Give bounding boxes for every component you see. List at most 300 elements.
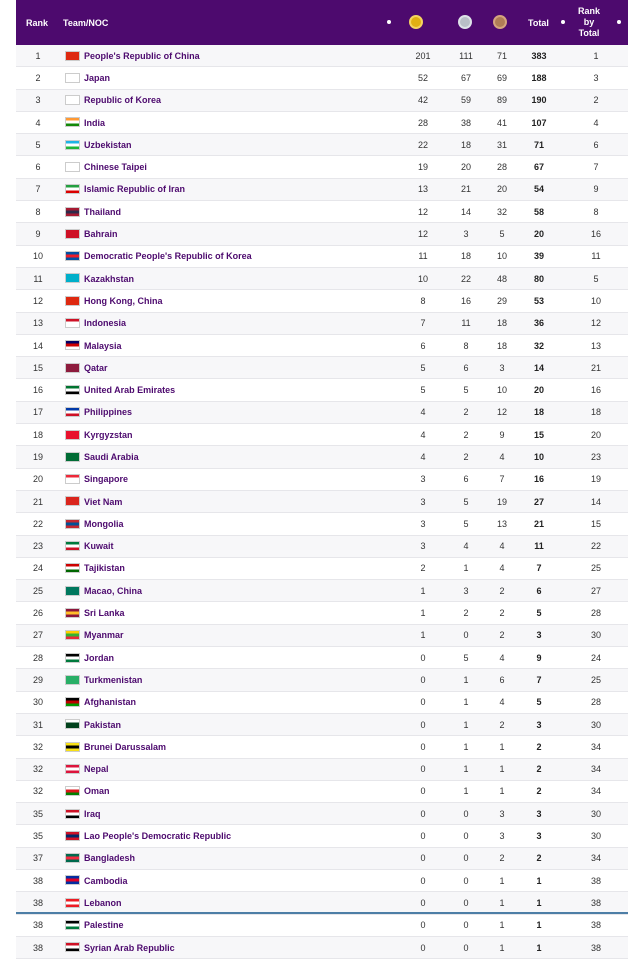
flag-icon [65,742,80,752]
flag-icon [65,653,80,663]
bronze-count: 29 [496,295,507,306]
table-row[interactable] [16,90,628,112]
table-row[interactable] [16,156,628,178]
total-count: 190 [531,95,547,106]
silver-medal-icon[interactable] [458,15,472,29]
table-row[interactable] [16,714,628,736]
silver-count: 3 [463,229,469,240]
flag-icon [65,853,80,863]
team-link[interactable]: Macao, China [84,585,143,596]
table-row[interactable] [16,424,628,446]
gold-count: 4 [420,407,426,418]
silver-count: 1 [463,674,469,685]
bronze-count: 2 [499,630,505,641]
rank-by-total-cell: 18 [590,407,601,418]
silver-count: 3 [463,585,469,596]
rank-by-total-cell: 30 [590,630,601,641]
team-link[interactable]: Kyrgyzstan [84,429,133,440]
team-link[interactable]: Kazakhstan [84,273,135,284]
team-link[interactable]: Chinese Taipei [84,162,147,173]
gold-count: 0 [420,808,426,819]
rank-cell: 4 [35,117,41,128]
gold-count: 0 [420,741,426,752]
team-link[interactable]: Kuwait [84,541,114,552]
silver-count: 5 [463,496,469,507]
rank-by-total-cell: 4 [593,117,599,128]
bronze-count: 10 [496,251,507,262]
flag-icon [65,608,80,618]
rank-by-total-cell: 5 [593,273,599,284]
rank-by-total-cell: 30 [590,831,601,842]
bronze-count: 89 [496,95,507,106]
table-row[interactable] [16,67,628,89]
rank-by-total-cell: 12 [590,318,601,329]
team-link[interactable]: Myanmar [84,630,124,641]
total-count: 16 [533,474,544,485]
gold-medal-icon[interactable] [409,15,423,29]
total-count: 188 [531,72,547,83]
gold-count: 8 [420,295,426,306]
total-count: 18 [533,407,544,418]
rank-by-total-cell: 19 [590,474,601,485]
rank-by-total-cell: 15 [590,518,601,529]
total-count: 1 [536,875,542,886]
rank-cell: 22 [32,518,43,529]
silver-count: 6 [463,362,469,373]
total-count: 6 [536,585,542,596]
rank-cell: 23 [32,541,43,552]
team-link[interactable]: Nepal [84,764,109,775]
silver-count: 4 [463,541,469,552]
total-count: 2 [536,786,542,797]
table-row[interactable] [16,870,628,892]
header-rank-by-total[interactable] [574,0,604,45]
silver-count: 11 [461,318,471,329]
table-row[interactable] [16,313,628,335]
rank-by-total-cell: 30 [590,808,601,819]
gold-count: 1 [420,630,426,641]
table-row[interactable] [16,201,628,223]
gold-count: 0 [420,697,426,708]
flag-icon [65,809,80,819]
rank-cell: 32 [32,741,43,752]
total-count: 27 [533,496,544,507]
total-count: 67 [533,162,544,173]
team-link[interactable]: Oman [84,786,110,797]
team-link[interactable]: Islamic Republic of Iran [84,184,186,195]
rank-cell: 32 [32,786,43,797]
bronze-count: 18 [496,318,507,329]
gold-count: 0 [420,674,426,685]
total-count: 5 [536,697,542,708]
table-row[interactable] [16,290,628,312]
silver-count: 1 [463,563,469,574]
gold-count: 3 [420,474,426,485]
sort-dot-icon[interactable] [387,20,391,24]
table-row[interactable] [16,246,628,268]
total-count: 54 [533,184,544,195]
gold-count: 6 [420,340,426,351]
flag-icon [65,51,80,61]
gold-count: 0 [420,786,426,797]
rank-cell: 38 [32,920,43,931]
team-link[interactable]: Palestine [84,920,124,931]
team-link[interactable]: Philippines [84,407,133,418]
total-count: 7 [536,563,542,574]
rank-cell: 38 [32,897,43,908]
sort-dot-icon[interactable] [561,20,565,24]
bronze-count: 1 [499,920,505,931]
team-link[interactable]: Japan [84,72,111,83]
rank-cell: 2 [35,72,41,83]
header-total[interactable]: Total [528,17,549,28]
header-team[interactable]: Team/NOC [63,17,109,28]
rank-cell: 15 [32,362,43,373]
flag-icon [65,140,80,150]
table-row[interactable] [16,357,628,379]
total-count: 1 [536,920,542,931]
gold-count: 0 [420,764,426,775]
rank-cell: 31 [32,719,43,730]
team-link[interactable]: Jordan [84,652,115,663]
bronze-count: 13 [496,518,507,529]
team-link[interactable]: Iraq [84,808,101,819]
table-row[interactable] [16,580,628,602]
silver-count: 2 [463,407,469,418]
gold-count: 12 [417,206,428,217]
gold-count: 0 [420,853,426,864]
gold-count: 19 [417,162,428,173]
rank-cell: 7 [35,184,41,195]
flag-icon [65,630,80,640]
team-link[interactable]: Hong Kong, China [84,295,163,306]
flag-icon [65,162,80,172]
gold-count: 42 [417,95,428,106]
rank-by-total-cell: 25 [590,563,601,574]
table-body [16,45,628,959]
rank-cell: 17 [32,407,43,418]
header-rank-by-total-line: Rank [577,6,600,16]
rank-cell: 30 [32,697,43,708]
flag-icon [65,184,80,194]
rank-cell: 3 [35,95,41,106]
silver-count: 0 [463,630,469,641]
bronze-count: 2 [499,585,505,596]
flag-icon [65,452,80,462]
total-count: 20 [533,385,544,396]
gold-count: 4 [420,451,426,462]
team-link[interactable]: Uzbekistan [84,139,132,150]
bronze-count: 19 [496,496,507,507]
bronze-count: 4 [499,563,505,574]
team-link[interactable]: Saudi Arabia [84,451,139,462]
table-row[interactable] [16,402,628,424]
bronze-count: 18 [496,340,507,351]
table-row[interactable] [16,781,628,803]
silver-count: 0 [463,920,469,931]
flag-icon [65,541,80,551]
total-count: 11 [534,541,544,552]
silver-count: 0 [463,875,469,886]
bronze-count: 41 [496,117,507,128]
rank-by-total-cell: 34 [590,764,601,775]
team-link[interactable]: Afghanistan [84,697,137,708]
team-link[interactable]: Indonesia [84,318,127,329]
bronze-medal-icon[interactable] [493,15,507,29]
bronze-count: 3 [499,831,505,842]
gold-count: 5 [420,385,426,396]
rank-by-total-cell: 9 [593,184,599,195]
rank-cell: 14 [32,340,43,351]
flag-icon [65,586,80,596]
team-link[interactable]: Syrian Arab Republic [84,942,175,953]
rank-by-total-cell: 14 [590,496,601,507]
silver-count: 2 [463,608,469,619]
team-link[interactable]: Tajikistan [84,563,125,574]
silver-count: 67 [460,72,471,83]
table-row[interactable] [16,513,628,535]
total-count: 80 [533,273,544,284]
silver-count: 59 [460,95,471,106]
team-link[interactable]: Cambodia [84,875,128,886]
bronze-count: 1 [499,741,505,752]
silver-count: 0 [463,808,469,819]
rank-cell: 19 [32,451,43,462]
rank-cell: 35 [32,808,43,819]
table-row[interactable] [16,915,628,937]
bronze-count: 4 [499,697,505,708]
table-row[interactable] [16,669,628,691]
table-row[interactable] [16,45,628,67]
total-count: 2 [536,853,542,864]
team-link[interactable]: Brunei Darussalam [84,741,167,752]
silver-count: 1 [463,764,469,775]
flag-icon [65,340,80,350]
gold-count: 22 [417,139,428,150]
table-row[interactable] [16,825,628,847]
bronze-count: 10 [496,385,507,396]
rank-cell: 9 [35,229,41,240]
flag-icon [65,229,80,239]
flag-icon [65,898,80,908]
flag-icon [65,942,80,952]
gold-count: 52 [417,72,428,83]
bronze-count: 20 [496,184,507,195]
rank-cell: 38 [32,942,43,953]
team-link[interactable]: Democratic People's Republic of Korea [84,251,252,262]
rank-cell: 11 [33,273,43,284]
total-count: 383 [531,50,547,61]
flag-icon [65,563,80,573]
table-row[interactable] [16,268,628,290]
medal-table [16,0,628,959]
team-link[interactable]: Viet Nam [84,496,123,507]
rank-by-total-cell: 2 [593,95,599,106]
total-count: 71 [533,139,544,150]
table-row[interactable] [16,112,628,134]
gold-count: 0 [420,920,426,931]
team-link[interactable]: Pakistan [84,719,122,730]
flag-icon [65,296,80,306]
rank-cell: 28 [32,652,43,663]
total-count: 36 [533,318,544,329]
rank-cell: 24 [32,563,43,574]
rank-by-total-cell: 34 [590,741,601,752]
table-row[interactable] [16,803,628,825]
silver-count: 111 [459,50,473,61]
silver-count: 5 [463,518,469,529]
team-link[interactable]: United Arab Emirates [84,385,176,396]
silver-count: 20 [460,162,471,173]
bronze-count: 31 [496,139,507,150]
team-link[interactable]: Lao People's Democratic Republic [84,831,232,842]
bronze-count: 1 [499,875,505,886]
rank-by-total-cell: 16 [590,229,601,240]
table-row[interactable] [16,179,628,201]
header-rank[interactable]: Rank [26,17,49,28]
gold-count: 1 [420,585,426,596]
flag-icon [65,207,80,217]
total-count: 32 [533,340,544,351]
bronze-count: 2 [499,719,505,730]
silver-count: 22 [460,273,471,284]
table-row[interactable] [16,536,628,558]
team-link[interactable]: Republic of Korea [84,95,162,106]
rank-cell: 32 [32,764,43,775]
rank-cell: 38 [32,875,43,886]
total-count: 20 [533,229,544,240]
table-row[interactable] [16,759,628,781]
table-row[interactable] [16,937,628,959]
team-link[interactable]: Thailand [84,206,122,217]
table-row[interactable] [16,134,628,156]
total-count: 7 [536,674,542,685]
silver-count: 5 [463,385,469,396]
flag-icon [65,474,80,484]
total-count: 10 [533,451,544,462]
flag-icon [65,318,80,328]
flag-icon [65,875,80,885]
silver-count: 21 [460,184,471,195]
flag-icon [65,73,80,83]
rank-cell: 21 [32,496,43,507]
total-count: 107 [531,117,547,128]
rank-cell: 5 [35,139,41,150]
rank-cell: 20 [32,474,43,485]
total-count: 14 [533,362,544,373]
bronze-count: 1 [499,942,505,953]
flag-icon [65,95,80,105]
table-row[interactable] [16,491,628,513]
team-link[interactable]: Lebanon [84,897,122,908]
bronze-count: 2 [499,853,505,864]
table-row[interactable] [16,446,628,468]
gold-count: 13 [417,184,428,195]
team-link[interactable]: Mongolia [84,518,124,529]
team-link[interactable]: India [84,117,106,128]
table-row[interactable] [16,223,628,245]
rank-by-total-cell: 13 [590,340,601,351]
rank-by-total-cell: 34 [590,853,601,864]
rank-by-total-cell: 10 [590,295,601,306]
rank-by-total-cell: 28 [590,608,601,619]
table-row[interactable] [16,647,628,669]
table-row[interactable] [16,379,628,401]
team-link[interactable]: Qatar [84,362,108,373]
team-link[interactable]: People's Republic of China [84,50,200,61]
table-row[interactable] [16,335,628,357]
rank-by-total-cell: 16 [590,385,601,396]
rank-by-total-cell: 7 [593,162,599,173]
team-link[interactable]: Bahrain [84,229,118,240]
bronze-count: 1 [499,786,505,797]
bronze-count: 6 [499,674,505,685]
team-link[interactable]: Sri Lanka [84,608,125,619]
table-row[interactable] [16,558,628,580]
bronze-count: 48 [496,273,507,284]
bronze-count: 1 [499,897,505,908]
flag-icon [65,117,80,127]
team-link[interactable]: Singapore [84,474,129,485]
team-link[interactable]: Bangladesh [84,853,136,864]
silver-count: 1 [463,741,469,752]
table-row[interactable] [16,848,628,870]
header-rank-by-total-line: Total [578,28,600,38]
total-count: 15 [533,429,544,440]
rank-by-total-cell: 20 [590,429,601,440]
gold-count: 2 [420,563,426,574]
gold-count: 0 [420,831,426,842]
rank-by-total-cell: 27 [590,585,601,596]
team-link[interactable]: Malaysia [84,340,122,351]
total-count: 21 [533,518,544,529]
table-row[interactable] [16,625,628,647]
table-row[interactable] [16,692,628,714]
total-count: 3 [536,630,542,641]
bronze-count: 2 [499,608,505,619]
flag-icon [65,385,80,395]
bronze-count: 4 [499,652,505,663]
silver-count: 2 [463,429,469,440]
table-row[interactable] [16,602,628,624]
table-row[interactable] [16,469,628,491]
flag-icon [65,407,80,417]
gold-count: 0 [420,875,426,886]
rank-cell: 13 [32,318,43,329]
flag-icon [65,764,80,774]
rank-cell: 37 [32,853,43,864]
rank-cell: 18 [32,429,43,440]
rank-by-total-cell: 21 [590,362,601,373]
rank-by-total-cell: 11 [591,251,601,262]
silver-count: 1 [463,697,469,708]
bronze-count: 1 [499,764,505,775]
flag-icon [65,786,80,796]
table-row[interactable] [16,736,628,758]
sort-dot-icon[interactable] [617,20,621,24]
team-link[interactable]: Turkmenistan [84,674,143,685]
silver-count: 0 [463,853,469,864]
flag-icon [65,831,80,841]
flag-icon [65,251,80,261]
silver-count: 0 [463,897,469,908]
total-count: 53 [533,295,544,306]
silver-count: 2 [463,451,469,462]
bronze-count: 28 [496,162,507,173]
rank-by-total-cell: 23 [590,451,601,462]
silver-count: 14 [460,206,471,217]
rank-by-total-cell: 38 [590,897,601,908]
